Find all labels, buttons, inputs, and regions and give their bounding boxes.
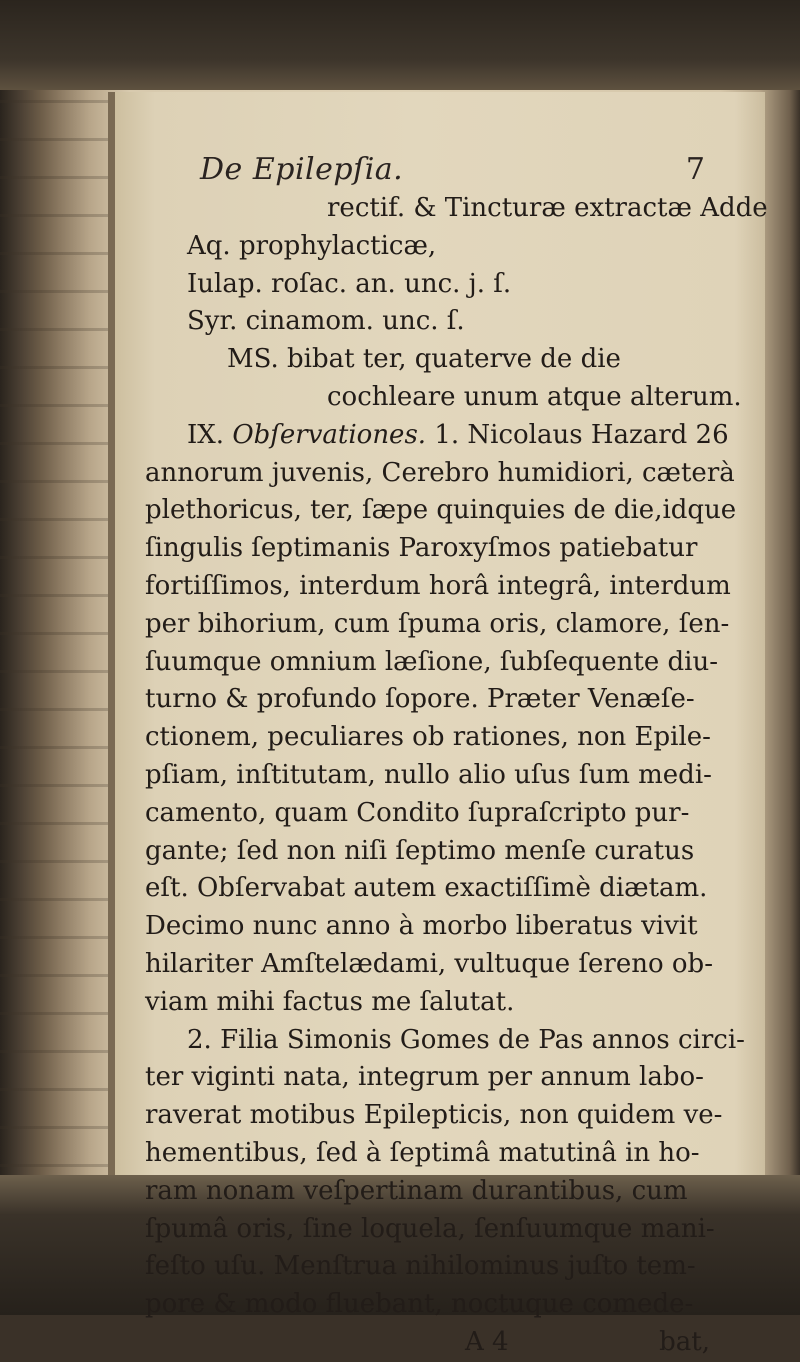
text-line: camento, quam Condito ſupraſcripto pur-	[145, 797, 690, 828]
text-line: per bihorium, cum ſpuma oris, clamore, ſen-	[145, 608, 730, 639]
text-line: 2. Filia Simonis Gomes de Pas annos circi-	[187, 1024, 745, 1055]
text-line: Iulap. roſac. an. unc. j. ſ.	[187, 268, 512, 299]
text-line: Aq. prophylacticæ,	[187, 230, 437, 261]
text-line: turno & profundo ſopore. Præter Venæſe-	[145, 684, 695, 715]
text-line: pſiam, inſtitutam, nullo alio uſus ſum medi-	[145, 759, 712, 790]
text-line: ſingulis ſeptimanis Paroxyſmos patiebatur	[145, 533, 698, 564]
facing-page-edge	[0, 100, 110, 1180]
text-line: pore & modo fluebant, noctuque comede-	[145, 1289, 694, 1320]
text-line: eſt. Obſervabat autem exactiſſimè diætam.	[145, 873, 708, 904]
signature-mark: A 4	[465, 1326, 509, 1357]
section-first-text: 1. Nicolaus Hazard 26	[434, 419, 729, 450]
text-line: Syr. cinamom. unc. ſ.	[187, 306, 465, 337]
text-line: rectif. & Tincturæ extractæ Adde	[327, 193, 768, 223]
section-heading	[145, 417, 765, 455]
catchword: bat,	[659, 1326, 710, 1357]
text-line: cochleare unum atque alterum.	[327, 381, 742, 412]
page-number: 7	[685, 152, 705, 187]
text-line: ſpumâ oris, ſine loquela, ſenſuumque mani-	[145, 1213, 715, 1244]
text-line: fortiſſimos, interdum horâ integrâ, interdum	[145, 570, 731, 601]
text-line: hementibus, ſed à ſeptimâ matutinâ in ho-	[145, 1137, 700, 1168]
body-text	[145, 190, 768, 1362]
text-line: Decimo nunc anno à morbo liberatus vivit	[145, 911, 698, 942]
text-line: ter viginti nata, integrum per annum labo-	[145, 1062, 704, 1093]
text-line: gante; ſed non niſi ſeptimo menſe curatus	[145, 835, 695, 866]
text-line: hilariter Amſtelædami, vultuque ſereno ob-	[145, 948, 713, 979]
text-line: raverat motibus Epilepticis, non quidem ve-	[145, 1100, 723, 1131]
text-line: MS. bibat ter, quaterve de die	[227, 344, 621, 375]
running-title: De Epilepſia.	[200, 152, 404, 187]
footer-line	[145, 1324, 765, 1362]
text-line: plethoricus, ter, ſæpe quinquies de die,idque	[145, 495, 737, 526]
text-line: feſto uſu. Menſtrua nihilominus juſto tem-	[145, 1251, 696, 1282]
text-line: annorum juvenis, Cerebro humidiori, cæterà	[145, 457, 735, 488]
section-number: IX.	[187, 419, 225, 450]
text-line: ram nonam veſpertinam durantibus, cum	[145, 1175, 688, 1206]
top-shadow	[0, 0, 800, 90]
section-label: Obſervationes.	[232, 419, 427, 450]
text-line: ſuumque omnium læſione, ſubſequente diu-	[145, 646, 718, 677]
text-line: ctionem, peculiares ob rationes, non Epile-	[145, 722, 711, 753]
text-line: viam mihi factus me ſalutat.	[145, 986, 515, 1017]
